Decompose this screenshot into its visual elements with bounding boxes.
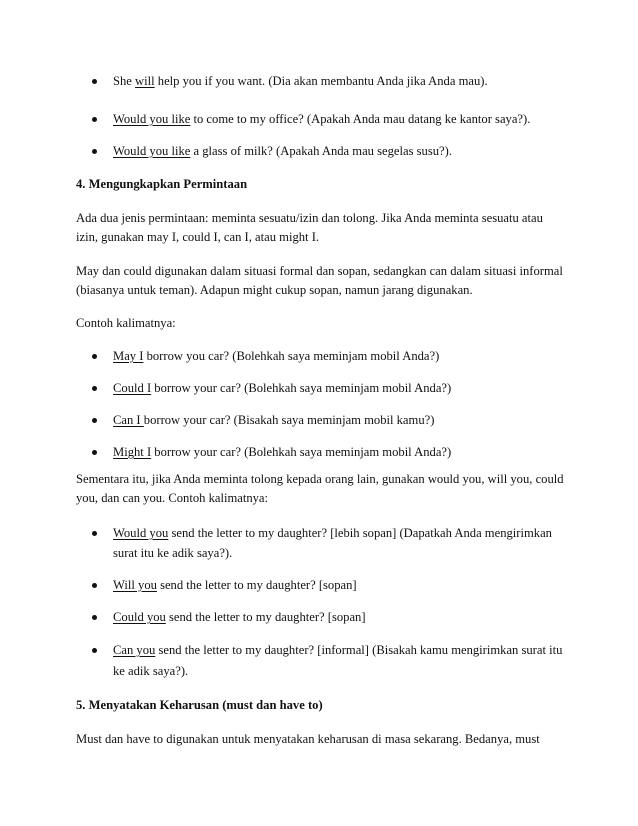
list-item: Would you like to come to my office? (Apakah Anda mau datang ke kantor saya?). bbox=[113, 112, 531, 126]
list-item-continuation: ke adik saya?). bbox=[113, 664, 189, 678]
bullet-icon bbox=[92, 583, 97, 588]
paragraph-line: Must dan have to digunakan untuk menyatakan keharusan di masa sekarang. Bedanya, must bbox=[76, 732, 540, 746]
list-item: May I borrow you car? (Bolehkah saya meminjam mobil Anda?) bbox=[113, 349, 440, 363]
bullet-icon bbox=[92, 149, 97, 154]
bullet-icon bbox=[92, 615, 97, 620]
list-item: She will help you if you want. (Dia akan membantu Anda jika Anda mau). bbox=[113, 74, 488, 88]
list-item: Would you like a glass of milk? (Apakah Anda mau segelas susu?). bbox=[113, 144, 452, 158]
bullet-icon bbox=[92, 386, 97, 391]
list-item: Can you send the letter to my daughter? [informal] (Bisakah kamu mengirimkan surat itu bbox=[113, 643, 563, 657]
list-item: Might I borrow your car? (Bolehkah saya meminjam mobil Anda?) bbox=[113, 445, 452, 459]
paragraph-line: Ada dua jenis permintaan: meminta sesuatu/izin dan tolong. Jika Anda meminta sesuatu atau bbox=[76, 211, 543, 225]
paragraph-line: Contoh kalimatnya: bbox=[76, 316, 176, 330]
paragraph-line: (biasanya untuk teman). Adapun might cukup sopan, namun jarang digunakan. bbox=[76, 283, 473, 297]
bullet-icon bbox=[92, 117, 97, 122]
bullet-icon bbox=[92, 648, 97, 653]
section-heading: 5. Menyatakan Keharusan (must dan have to) bbox=[76, 698, 323, 712]
paragraph-line: Sementara itu, jika Anda meminta tolong kepada orang lain, gunakan would you, will you, could bbox=[76, 472, 564, 486]
list-item: Can I borrow your car? (Bisakah saya meminjam mobil kamu?) bbox=[113, 413, 435, 427]
list-item-continuation: surat itu ke adik saya?). bbox=[113, 546, 233, 560]
paragraph-line: you, dan can you. Contoh kalimatnya: bbox=[76, 491, 269, 505]
list-item: Could you send the letter to my daughter? [sopan] bbox=[113, 610, 366, 624]
bullet-icon bbox=[92, 79, 97, 84]
paragraph-line: izin, gunakan may I, could I, can I, atau might I. bbox=[76, 230, 320, 244]
list-item: Would you send the letter to my daughter? [lebih sopan] (Dapatkah Anda mengirimkan bbox=[113, 526, 552, 540]
bullet-icon bbox=[92, 450, 97, 455]
bullet-icon bbox=[92, 418, 97, 423]
bullet-icon bbox=[92, 354, 97, 359]
list-item: Will you send the letter to my daughter? [sopan] bbox=[113, 578, 357, 592]
list-item: Could I borrow your car? (Bolehkah saya meminjam mobil Anda?) bbox=[113, 381, 452, 395]
section-heading: 4. Mengungkapkan Permintaan bbox=[76, 177, 248, 191]
paragraph-line: May dan could digunakan dalam situasi formal dan sopan, sedangkan can dalam situasi informal bbox=[76, 264, 563, 278]
bullet-icon bbox=[92, 531, 97, 536]
